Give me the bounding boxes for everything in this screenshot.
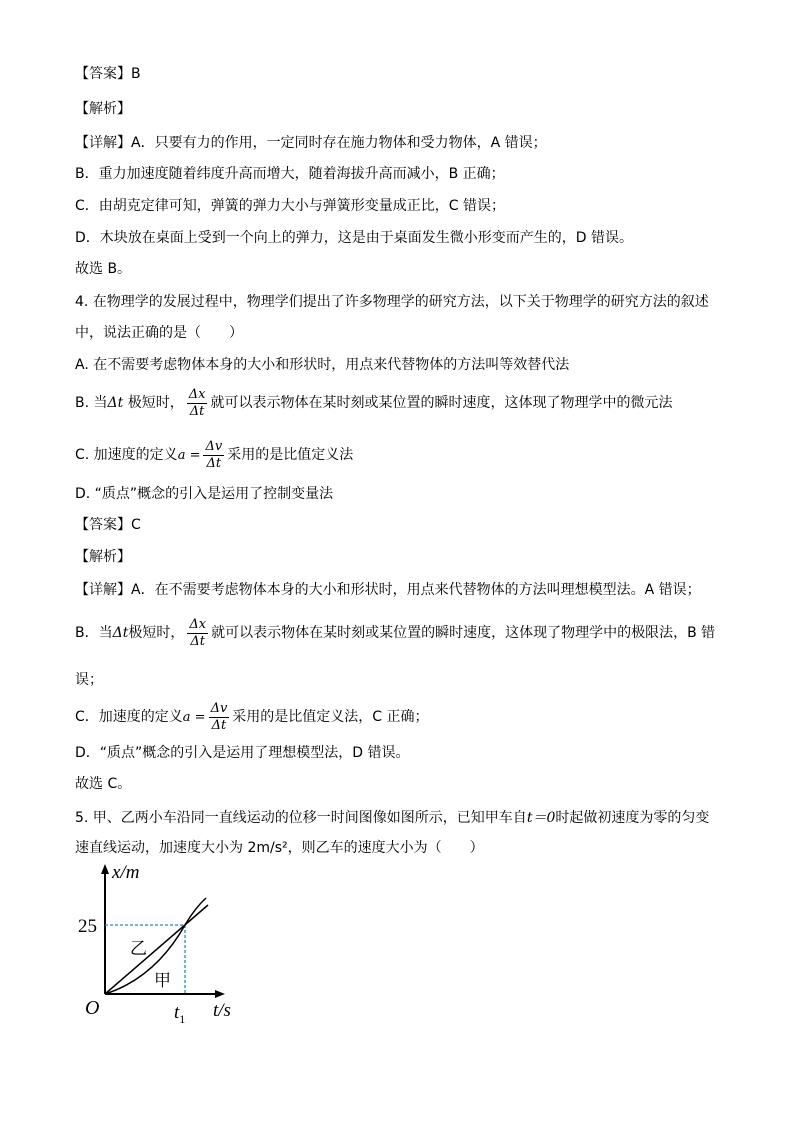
delta-t: Δt: [107, 395, 124, 411]
answer-label: 【答案】: [75, 66, 131, 82]
explain-b-mid: 极短时，: [128, 625, 185, 641]
answer-label: 【答案】: [75, 517, 131, 533]
fraction-den: Δt: [211, 717, 227, 733]
fraction-den: Δt: [206, 455, 222, 471]
detail-text: A．在不需要考虑物体本身的大小和形状时，用点来代替物体的方法叫理想模型法。A 错误；: [131, 582, 701, 598]
q4-stem-1: 4. 在物理学的发展过程中，物理学们提出了许多物理学的研究方法，以下关于物理学的研究方法的叙述: [75, 294, 709, 310]
tick-x-t1: [174, 1002, 185, 1026]
displacement-time-graph: [70, 858, 250, 1028]
option-c-post: 采用的是比值定义法: [227, 447, 354, 463]
option-b-post: 就可以表示物体在某时刻或某位置的瞬时速度，这体现了物理学中的微元法: [210, 395, 673, 411]
fraction-dx-dt: [187, 387, 208, 420]
q4-explain-d: D．“质点”概念的引入是运用了理想模型法，D 错误。: [75, 745, 410, 761]
q3-choose: 故选 B。: [75, 261, 132, 277]
q3-analysis-label: 【解析】: [75, 101, 131, 117]
y-axis-arrow-icon: [101, 864, 109, 874]
q3-detail-d: D．木块放在桌面上受到一个向上的弹力，这是由于桌面发生微小形变而产生的，D 错误。: [75, 230, 634, 246]
q5-stem-1: [75, 808, 709, 828]
fraction-dv-dt: [203, 439, 224, 472]
option-b-mid: 极短时，: [123, 395, 184, 411]
option-b-pre: B. 当: [75, 395, 108, 411]
option-c-pre: C. 加速度的定义: [75, 447, 178, 463]
answer-value: B: [131, 66, 141, 82]
q4-explain-a: [75, 580, 701, 600]
q4-stem-2: 中，说法正确的是（ ）: [75, 325, 243, 341]
fraction-num: Δv: [210, 700, 228, 716]
q4-explain-b-cont: 误；: [75, 672, 103, 688]
q4-option-b: [75, 386, 672, 420]
q3-detail-b: B．重力加速度随着纬度升高而增大，随着海拔升高而减小，B 正确；: [75, 166, 505, 182]
explain-b-post: 就可以表示物体在某时刻或某位置的瞬时速度，这体现了物理学中的极限法，B 错: [211, 625, 716, 641]
explain-b-pre: B．当: [75, 625, 113, 641]
detail-label: 【详解】: [75, 135, 131, 151]
q4-explain-b: [75, 616, 715, 650]
fraction-dv-dt: [209, 701, 230, 734]
fraction-den: Δt: [190, 633, 206, 649]
fraction-num: Δv: [205, 438, 223, 454]
curve-label-jia: 甲: [154, 971, 171, 990]
fraction-num: Δx: [189, 616, 207, 632]
q4-analysis-label: 【解析】: [75, 549, 131, 565]
origin-label: O: [85, 997, 100, 1019]
accel-symbol: a =: [182, 710, 206, 725]
explain-c-pre: C．加速度的定义: [75, 709, 183, 725]
tick-y-25: 25: [78, 916, 97, 937]
fraction-den: Δt: [189, 403, 205, 419]
stem-post: 时起做初速度为零的匀变: [555, 810, 710, 826]
detail-text: A．只要有力的作用，一定同时存在施力物体和受力物体，A 错误；: [131, 135, 547, 151]
q3-detail-a: [75, 133, 547, 153]
x-axis-arrow-icon: [215, 990, 225, 998]
tick-x-t: t: [174, 1002, 180, 1023]
detail-label: 【详解】: [75, 582, 131, 598]
x-axis-label: t/s: [213, 1000, 231, 1021]
q4-explain-c: [75, 700, 429, 735]
t-zero: t＝0: [526, 810, 556, 826]
fraction-num: Δx: [188, 386, 206, 402]
explain-c-post: 采用的是比值定义法，C 正确；: [232, 709, 429, 725]
accel-symbol: a =: [177, 448, 201, 463]
q4-answer-line: [75, 515, 141, 535]
delta-t: Δt: [112, 625, 129, 641]
q3-answer-line: [75, 64, 141, 84]
q4-choose: 故选 C。: [75, 776, 132, 792]
q5-stem-2: 速直线运动，加速度大小为 2m/s²，则乙车的速度大小为（ ）: [75, 840, 484, 856]
y-axis-label: x/m: [112, 862, 140, 883]
tick-x-sub: 1: [179, 1012, 186, 1026]
answer-value: C: [131, 517, 141, 533]
q4-option-c: [75, 438, 353, 473]
stem-pre: 5. 甲、乙两小车沿同一直线运动的位移一时间图像如图所示，已知甲车自: [75, 810, 527, 826]
q3-detail-c: C．由胡克定律可知，弹簧的弹力大小与弹簧形变量成正比，C 错误；: [75, 198, 505, 214]
fraction-dx-dt: [187, 617, 208, 650]
q4-option-a: A. 在不需要考虑物体本身的大小和形状时，用点来代替物体的方法叫等效替代法: [75, 357, 570, 373]
q4-option-d: D. “质点”概念的引入是运用了控制变量法: [75, 486, 334, 502]
line-label-yi: 乙: [130, 939, 147, 958]
